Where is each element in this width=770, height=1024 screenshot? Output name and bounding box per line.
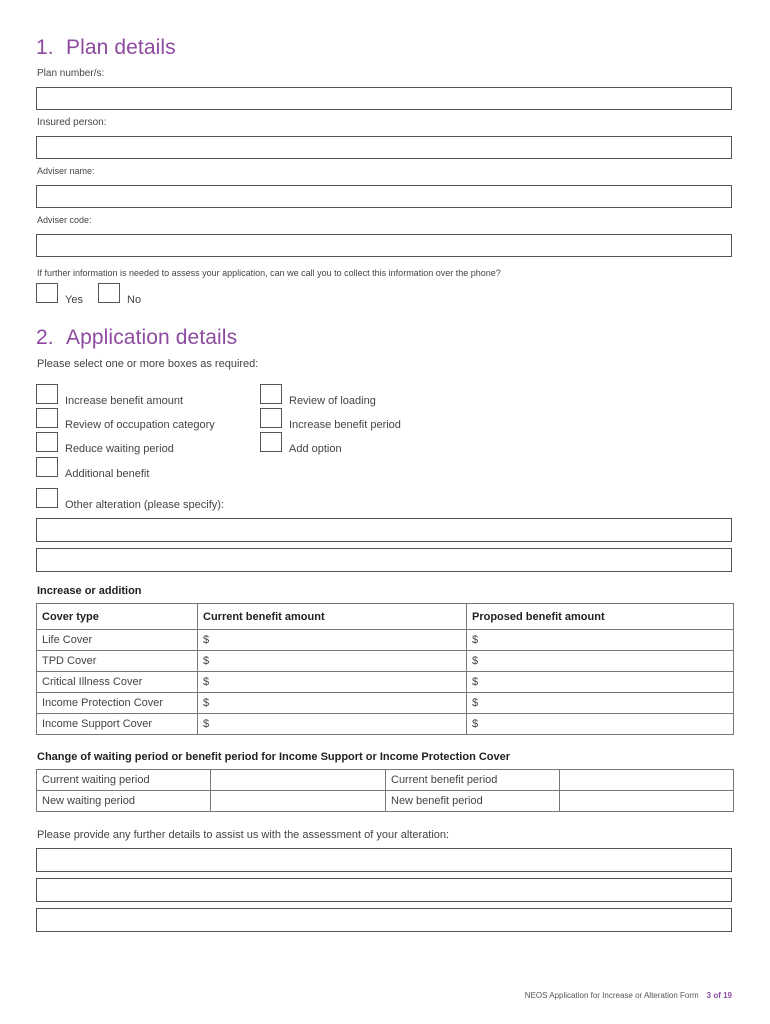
proposed-benefit-cell[interactable]: $: [467, 714, 734, 735]
proposed-benefit-cell[interactable]: $: [467, 630, 734, 651]
cover-type-cell: Life Cover: [37, 630, 198, 651]
new-waiting-period-input[interactable]: [211, 791, 386, 812]
table-row: [37, 791, 734, 812]
additional-benefit-checkbox[interactable]: [36, 457, 58, 477]
further-details-input-2[interactable]: [36, 878, 732, 902]
phone-question: If further information is needed to assess your application, can we call you to collect this information over the phone?: [37, 268, 501, 278]
further-details-label: Please provide any further details to assist us with the assessment of your alteration:: [37, 829, 450, 841]
section-2-instruction: Please select one or more boxes as required:: [37, 358, 259, 370]
add-option-label: Add option: [289, 443, 342, 455]
waiting-table: [36, 769, 734, 812]
cover-type-cell: TPD Cover: [37, 651, 198, 672]
new-benefit-period-label: New benefit period: [386, 791, 560, 812]
current-benefit-cell[interactable]: $: [198, 714, 467, 735]
additional-benefit-label: Additional benefit: [65, 468, 150, 480]
no-label: No: [127, 294, 142, 306]
review-loading-checkbox[interactable]: [260, 384, 282, 404]
add-option-checkbox[interactable]: [260, 432, 282, 452]
section-1-number: 1.: [36, 36, 54, 59]
increase-heading: Increase or addition: [37, 585, 142, 597]
further-details-input-3[interactable]: [36, 908, 732, 932]
increase-table: [36, 603, 734, 735]
page-footer: [525, 991, 732, 1000]
current-benefit-cell[interactable]: $: [198, 693, 467, 714]
cover-type-cell: Income Support Cover: [37, 714, 198, 735]
yes-label: Yes: [65, 294, 83, 306]
proposed-benefit-cell[interactable]: $: [467, 693, 734, 714]
increase-benefit-amount-checkbox[interactable]: [36, 384, 58, 404]
reduce-waiting-period-label: Reduce waiting period: [65, 443, 174, 455]
adviser-name-input[interactable]: [36, 185, 732, 208]
current-waiting-period-input[interactable]: [211, 770, 386, 791]
other-alteration-input-1[interactable]: [36, 518, 732, 542]
new-waiting-period-label: New waiting period: [37, 791, 211, 812]
yes-checkbox[interactable]: [36, 283, 58, 303]
section-2-number: 2.: [36, 326, 54, 349]
table-row: [37, 651, 734, 672]
header-proposed-benefit: Proposed benefit amount: [467, 604, 734, 630]
current-benefit-cell[interactable]: $: [198, 651, 467, 672]
current-waiting-period-label: Current waiting period: [37, 770, 211, 791]
increase-table-header-row: [37, 604, 734, 630]
cover-type-cell: Income Protection Cover: [37, 693, 198, 714]
footer-page-number: 3 of 19: [706, 991, 732, 1000]
insured-person-label: Insured person:: [37, 117, 107, 128]
table-row: [37, 630, 734, 651]
table-row: [37, 693, 734, 714]
reduce-waiting-period-checkbox[interactable]: [36, 432, 58, 452]
footer-form-name: NEOS Application for Increase or Alteration Form: [524, 991, 699, 1000]
header-current-benefit: Current benefit amount: [198, 604, 467, 630]
table-row: [37, 770, 734, 791]
adviser-code-label: Adviser code:: [37, 215, 92, 225]
section-2-title: Application details: [66, 326, 238, 349]
review-occupation-label: Review of occupation category: [65, 419, 215, 431]
current-benefit-cell[interactable]: $: [198, 672, 467, 693]
table-row: [37, 672, 734, 693]
section-1-title: Plan details: [66, 36, 176, 59]
increase-benefit-period-checkbox[interactable]: [260, 408, 282, 428]
plan-number-label: Plan number/s:: [37, 68, 105, 79]
proposed-benefit-cell[interactable]: $: [467, 672, 734, 693]
table-row: [37, 714, 734, 735]
header-cover-type: Cover type: [37, 604, 198, 630]
waiting-heading: Change of waiting period or benefit period for Income Support or Income Protection Cover: [37, 751, 511, 763]
current-benefit-period-label: Current benefit period: [386, 770, 560, 791]
review-loading-label: Review of loading: [289, 395, 376, 407]
further-details-input-1[interactable]: [36, 848, 732, 872]
increase-benefit-period-label: Increase benefit period: [289, 419, 401, 431]
insured-person-input[interactable]: [36, 136, 732, 159]
new-benefit-period-input[interactable]: [560, 791, 734, 812]
increase-benefit-amount-label: Increase benefit amount: [65, 395, 184, 407]
current-benefit-cell[interactable]: $: [198, 630, 467, 651]
adviser-name-label: Adviser name:: [37, 166, 95, 176]
no-checkbox[interactable]: [98, 283, 120, 303]
current-benefit-period-input[interactable]: [560, 770, 734, 791]
other-alteration-checkbox[interactable]: [36, 488, 58, 508]
review-occupation-checkbox[interactable]: [36, 408, 58, 428]
other-alteration-label: Other alteration (please specify):: [65, 499, 224, 511]
section-1-heading: [36, 36, 176, 60]
proposed-benefit-cell[interactable]: $: [467, 651, 734, 672]
adviser-code-input[interactable]: [36, 234, 732, 257]
section-2-heading: [36, 326, 237, 350]
cover-type-cell: Critical Illness Cover: [37, 672, 198, 693]
other-alteration-input-2[interactable]: [36, 548, 732, 572]
plan-number-input[interactable]: [36, 87, 732, 110]
